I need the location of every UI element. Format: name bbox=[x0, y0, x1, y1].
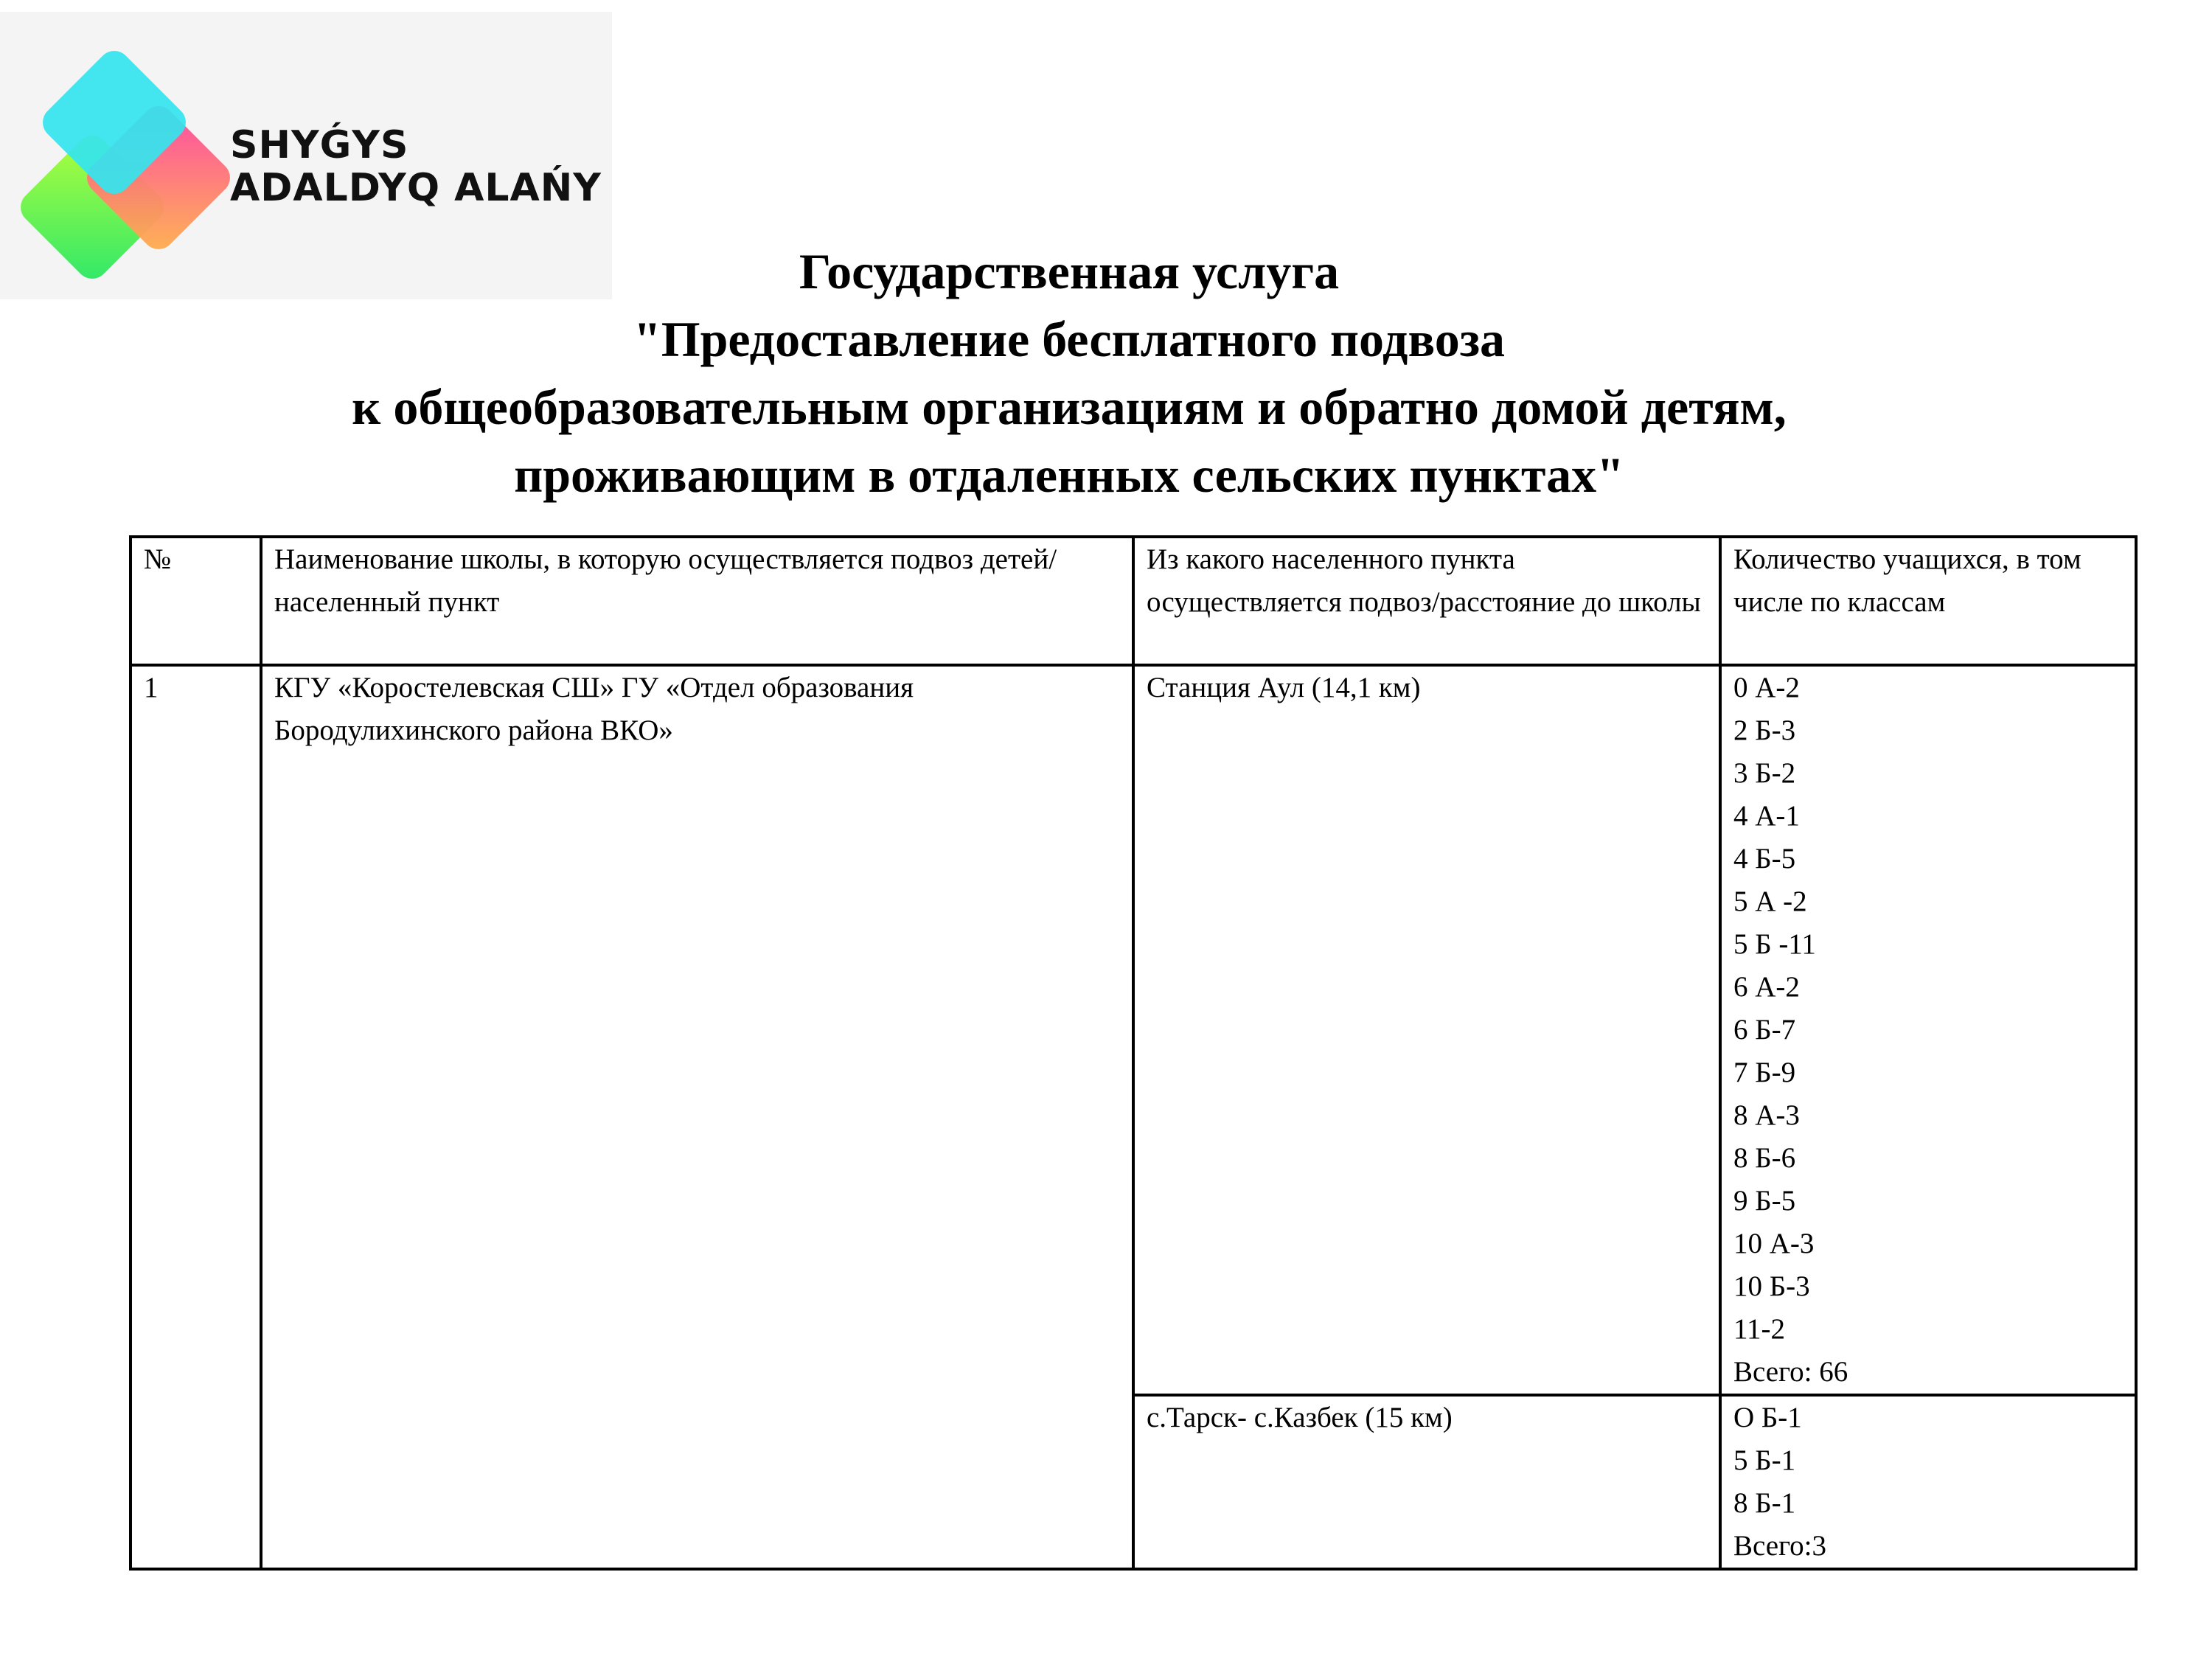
header-settlement: Из какого населенного пункта осуществляется подвоз/расстояние до школы bbox=[1133, 537, 1720, 665]
title-line-4: проживающим в отдаленных сельских пунктах" bbox=[514, 447, 1624, 503]
title-line-2: "Предоставление бесплатного подвоза bbox=[633, 311, 1506, 367]
count-total: Всего: 66 bbox=[1733, 1356, 1848, 1388]
count-line: 4 А-1 bbox=[1733, 800, 1800, 832]
count-line: 5 Б -11 bbox=[1733, 928, 1816, 960]
count-line: 3 Б-2 bbox=[1733, 757, 1796, 789]
count-line: 5 Б-1 bbox=[1733, 1444, 1796, 1476]
table-row bbox=[131, 665, 2136, 1395]
title-line-1: Государственная услуга bbox=[799, 243, 1340, 299]
count-line: 10 Б-3 bbox=[1733, 1270, 1810, 1302]
count-line: 10 А-3 bbox=[1733, 1228, 1815, 1259]
cell-count bbox=[1720, 1395, 2136, 1569]
cell-school: КГУ «Коростелевская СШ» ГУ «Отдел образования Бородулихинского района ВКО» bbox=[261, 665, 1133, 1569]
count-line: 8 Б-6 bbox=[1733, 1142, 1796, 1174]
count-line: 9 Б-5 bbox=[1733, 1185, 1796, 1217]
count-line: 6 А-2 bbox=[1733, 971, 1800, 1003]
logo-text bbox=[230, 124, 602, 209]
header-num: № bbox=[131, 537, 261, 665]
logo-line-1: SHYǴYS bbox=[230, 123, 409, 167]
count-line: 8 А-3 bbox=[1733, 1099, 1800, 1131]
header-school: Наименование школы, в которую осуществляется подвоз детей/населенный пункт bbox=[261, 537, 1133, 665]
count-line: О Б-1 bbox=[1733, 1402, 1802, 1433]
transport-table bbox=[129, 535, 2138, 1571]
count-line: 2 Б-3 bbox=[1733, 714, 1796, 746]
count-line: 11-2 bbox=[1733, 1313, 1786, 1345]
cell-settlement: Станция Аул (14,1 км) bbox=[1133, 665, 1720, 1395]
table-header-row bbox=[131, 537, 2136, 665]
cell-num: 1 bbox=[131, 665, 261, 1569]
page-title bbox=[0, 237, 2138, 509]
count-line: 8 Б-1 bbox=[1733, 1487, 1796, 1519]
count-line: 0 А-2 bbox=[1733, 672, 1800, 703]
cell-count bbox=[1720, 665, 2136, 1395]
count-total: Всего:3 bbox=[1733, 1530, 1826, 1562]
count-line: 7 Б-9 bbox=[1733, 1057, 1796, 1088]
count-line: 6 Б-7 bbox=[1733, 1014, 1796, 1046]
count-line: 5 А -2 bbox=[1733, 886, 1807, 917]
header-count: Количество учащихся, в том числе по классам bbox=[1720, 537, 2136, 665]
logo-line-2: ADALDYQ ALAŃY bbox=[230, 166, 602, 210]
title-line-3: к общеобразовательным организациям и обратно домой детям, bbox=[352, 379, 1787, 435]
cell-settlement: с.Тарск- с.Казбек (15 км) bbox=[1133, 1395, 1720, 1569]
count-line: 4 Б-5 bbox=[1733, 843, 1796, 874]
